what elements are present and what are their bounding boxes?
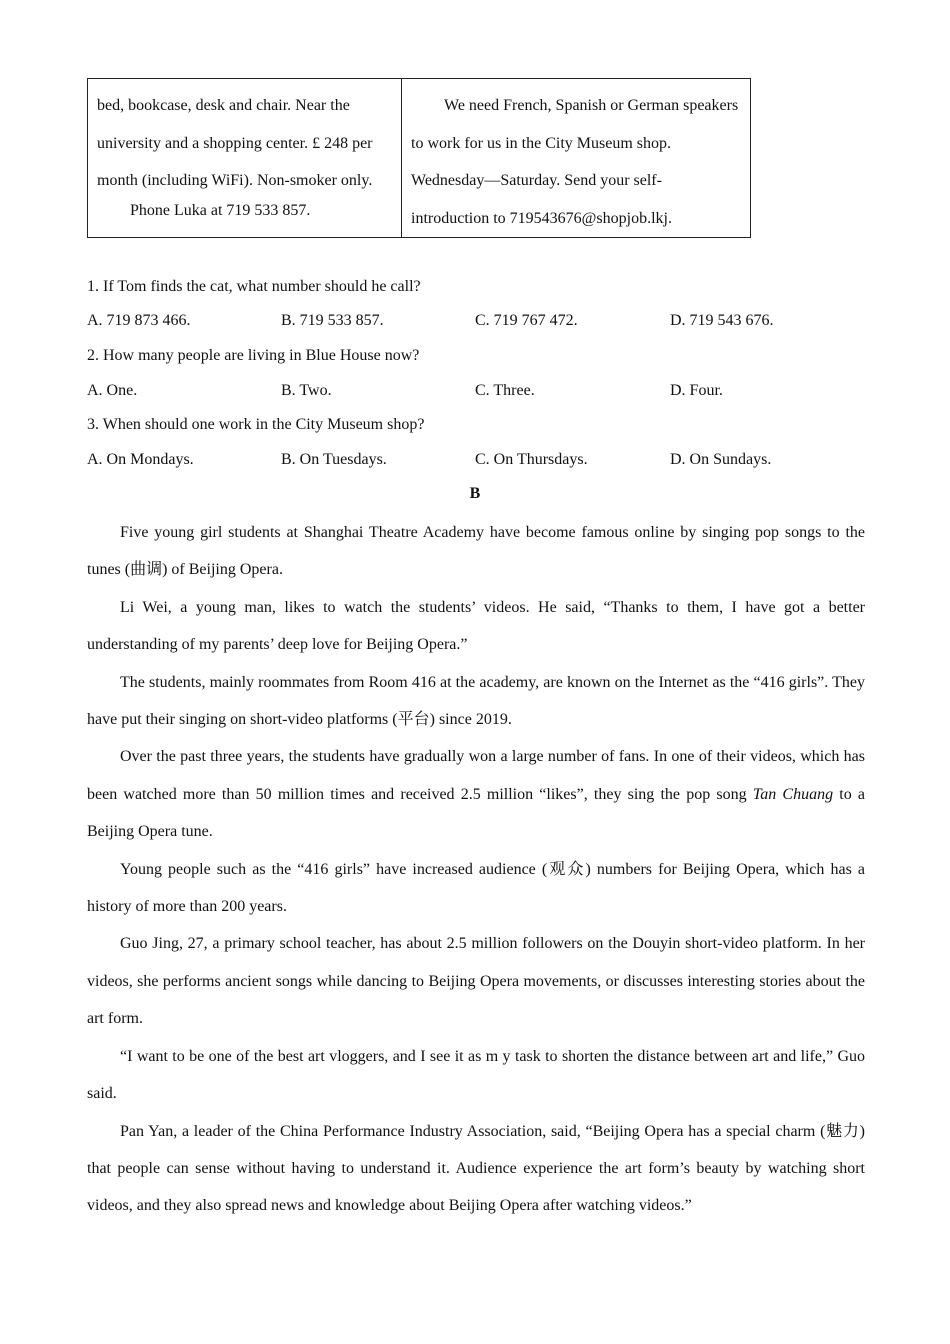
- paragraph-1: Five young girl students at Shanghai Theatre Academy have become famous online by singing pop songs to the tunes (曲调) of Beijing Opera.: [87, 524, 865, 579]
- reading-passage: [87, 514, 865, 1225]
- question-3: 3. When should one work in the City Museum shop?: [87, 416, 425, 433]
- option-b: B. 719 533 857.: [281, 312, 384, 329]
- paragraph-6: Guo Jing, 27, a primary school teacher, has about 2.5 million followers on the Douyin short-video platform. In her videos, she performs ancient songs while dancing to Beijing Opera movements, or discusses interesting stories about the art form.: [87, 935, 865, 1028]
- ad-job-text: We need French, Spanish or German speakers to work for us in the City Museum shop. Wednesday—Saturday. Send your self-introduction to 719543676@shopjob.lkj.: [411, 97, 739, 227]
- section-title: B: [469, 485, 481, 502]
- paragraph-4-start: Over the past three years, the students have gradually won a large number of fans. In one of their videos, which has been watched more than 50 million times and received 2.5 million “likes”, they sing the pop song: [87, 748, 865, 803]
- option-a: A. One.: [87, 382, 138, 399]
- option-b: B. Two.: [281, 382, 332, 399]
- ad-cell-job: [402, 79, 750, 237]
- option-c: C. Three.: [475, 382, 535, 399]
- option-a: A. On Mondays.: [87, 451, 194, 468]
- ad-rental-text: bed, bookcase, desk and chair. Near the university and a shopping center. £ 248 per month (including WiFi). Non-smoker only.: [97, 97, 373, 189]
- paragraph-5: Young people such as the “416 girls” have increased audience (观众) numbers for Beijing Opera, which has a history of more than 200 years.: [87, 860, 865, 916]
- paragraph-7: “I want to be one of the best art vloggers, and I see it as m y task to shorten the distance between art and life,” Guo said.: [87, 1047, 865, 1103]
- option-d: D. 719 543 676.: [670, 312, 774, 329]
- ad-cell-rental: [88, 79, 402, 237]
- paragraph-2: Li Wei, a young man, likes to watch the students’ videos. He said, “Thanks to them, I have got a better understanding of my parents’ deep love for Beijing Opera.”: [87, 598, 865, 654]
- option-d: D. On Sundays.: [670, 451, 772, 468]
- ad-rental-phone: Phone Luka at 719 533 857.: [130, 201, 311, 219]
- paragraph-4: [87, 738, 865, 850]
- ad-table: [87, 78, 751, 238]
- question-1: 1. If Tom finds the cat, what number should he call?: [87, 278, 421, 295]
- question-2-options: [87, 381, 867, 401]
- option-d: D. Four.: [670, 382, 723, 399]
- paragraph-4-end: to a Beijing Opera tune.: [87, 785, 865, 841]
- question-1-options: [87, 311, 867, 331]
- question-3-options: [87, 450, 867, 470]
- option-c: C. 719 767 472.: [475, 312, 578, 329]
- song-title: Tan Chuang: [752, 785, 834, 803]
- question-2: 2. How many people are living in Blue House now?: [87, 347, 420, 364]
- option-a: A. 719 873 466.: [87, 312, 191, 329]
- option-c: C. On Thursdays.: [475, 451, 588, 468]
- paragraph-8: Pan Yan, a leader of the China Performance Industry Association, said, “Beijing Opera has a special charm (魅力) that people can sense without having to understand it. Audience experience the art form’s beauty by watching short videos, and they also spread news and knowledge about Beijing Opera after watching videos.”: [87, 1122, 865, 1215]
- paragraph-3: The students, mainly roommates from Room 416 at the academy, are known on the Internet as the “416 girls”. They have put their singing on short-video platforms (平台) since 2019.: [87, 673, 865, 729]
- option-b: B. On Tuesdays.: [281, 451, 387, 468]
